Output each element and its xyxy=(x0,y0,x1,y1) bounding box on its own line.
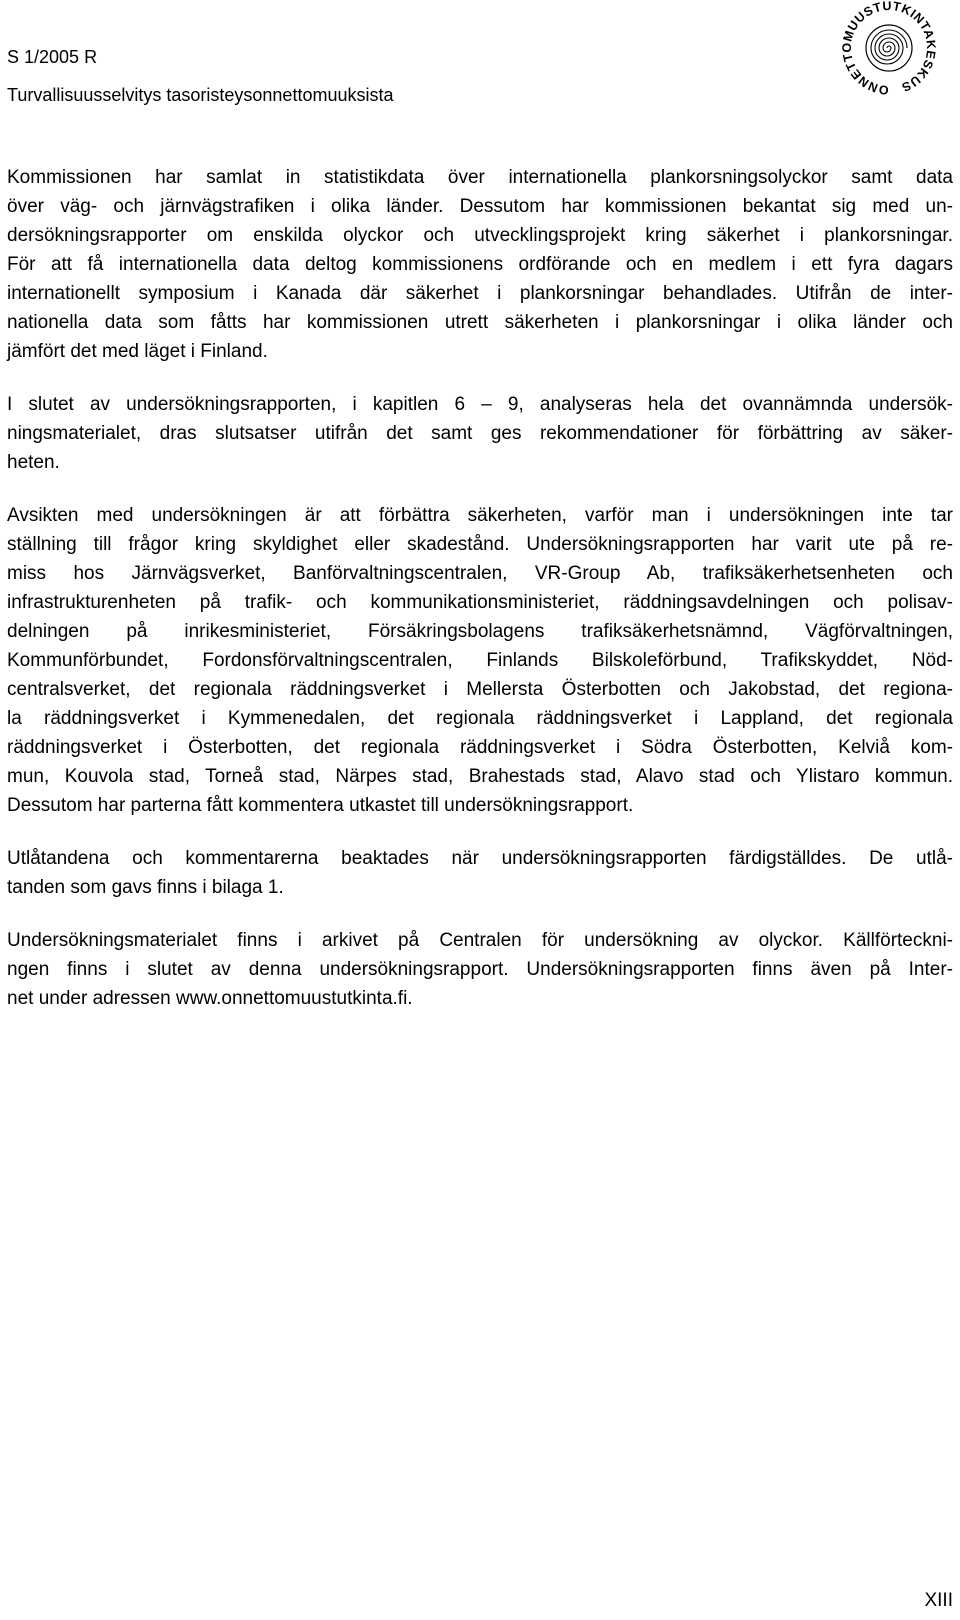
paragraph-line: mun, Kouvola stad, Torneå stad, Närpes stad, Brahestads stad, Alavo stad och Ylistaro kommun. xyxy=(7,766,953,787)
paragraph-line: infrastrukturenheten på trafik- och kommunikationsministeriet, räddningsavdelningen och polisav- xyxy=(7,592,953,613)
paragraph-line: jämfört det med läget i Finland. xyxy=(7,341,268,362)
paragraph-line: För att få internationella data deltog kommissionens ordförande och en medlem i ett fyra dagars xyxy=(7,254,953,275)
paragraph-line: delningen på inrikesministeriet, Försäkringsbolagens trafiksäkerhetsnämnd, Vägförvaltningen, xyxy=(7,621,953,642)
paragraph-line: Kommunförbundet, Fordonsförvaltningscentralen, Finlands Bilskoleförbund, Trafikskyddet, Nöd- xyxy=(7,650,953,671)
paragraph-line: nationella data som fåtts har kommissionen utrett säkerheten i plankorsningar i olika länder och xyxy=(7,312,953,333)
paragraph-line: miss hos Järnvägsverket, Banförvaltningscentralen, VR-Group Ab, trafiksäkerhetsenheten och xyxy=(7,563,953,584)
paragraph-line: internationellt symposium i Kanada där säkerhet i plankorsningar behandlades. Utifrån de inter- xyxy=(7,283,953,304)
paragraph-line: räddningsverket i Österbotten, det regionala räddningsverket i Södra Österbotten, Kelviå kom- xyxy=(7,737,953,758)
paragraph-line: I slutet av undersökningsrapporten, i kapitlen 6 – 9, analyseras hela det ovannämnda undersök- xyxy=(7,394,953,415)
paragraph-line: Kommissionen har samlat in statistikdata över internationella plankorsningsolyckor samt data xyxy=(7,167,953,188)
paragraph xyxy=(7,390,953,477)
body-text xyxy=(7,163,953,1037)
paragraph-line: Undersökningsmaterialet finns i arkivet på Centralen för undersökning av olyckor. Källförteckni- xyxy=(7,930,953,951)
paragraph-line: la räddningsverket i Kymmenedalen, det regionala räddningsverket i Lappland, det regionala xyxy=(7,708,953,729)
paragraph-line: heten. xyxy=(7,452,60,473)
agency-seal-logo xyxy=(836,0,942,100)
paragraph-line: net under adressen www.onnettomuustutkinta.fi. xyxy=(7,988,413,1009)
page-header xyxy=(7,45,797,108)
paragraph-line: tanden som gavs finns i bilaga 1. xyxy=(7,877,284,898)
paragraph-line: Avsikten med undersökningen är att förbättra säkerheten, varför man i undersökningen inte tar xyxy=(7,505,953,526)
paragraph-line: ningsmaterialet, dras slutsatser utifrån det samt ges rekommendationer för förbättring av säker- xyxy=(7,423,953,444)
page-number: XIII xyxy=(924,1590,953,1611)
paragraph xyxy=(7,926,953,1013)
paragraph xyxy=(7,844,953,902)
paragraph-line: Utlåtandena och kommentarerna beaktades när undersökningsrapporten färdigställdes. De utlå- xyxy=(7,848,953,869)
paragraph-line: centralsverket, det regionala räddningsverket i Mellersta Österbotten och Jakobstad, det regiona- xyxy=(7,679,953,700)
report-id: S 1/2005 R xyxy=(7,47,98,67)
logo-ring-text: ONNETTOMUUSTUTKINTAKESKUS xyxy=(839,0,939,98)
report-title: Turvallisuusselvitys tasoristeysonnettomuuksista xyxy=(7,85,394,105)
paragraph-line: ställning till frågor kring skyldighet eller skadestånd. Undersökningsrapporten har varit ute på re- xyxy=(7,534,953,555)
paragraph-line: över väg- och järnvägstrafiken i olika länder. Dessutom har kommissionen bekantat sig med un- xyxy=(7,196,953,217)
paragraph-line: dersökningsrapporter om enskilda olyckor och utvecklingsprojekt kring säkerhet i plankorsningar. xyxy=(7,225,953,246)
paragraph-line: Dessutom har parterna fått kommentera utkastet till undersökningsrapport. xyxy=(7,795,634,816)
paragraph-line: ngen finns i slutet av denna undersökningsrapport. Undersökningsrapporten finns även på Inter- xyxy=(7,959,953,980)
paragraph xyxy=(7,501,953,820)
paragraph xyxy=(7,163,953,366)
